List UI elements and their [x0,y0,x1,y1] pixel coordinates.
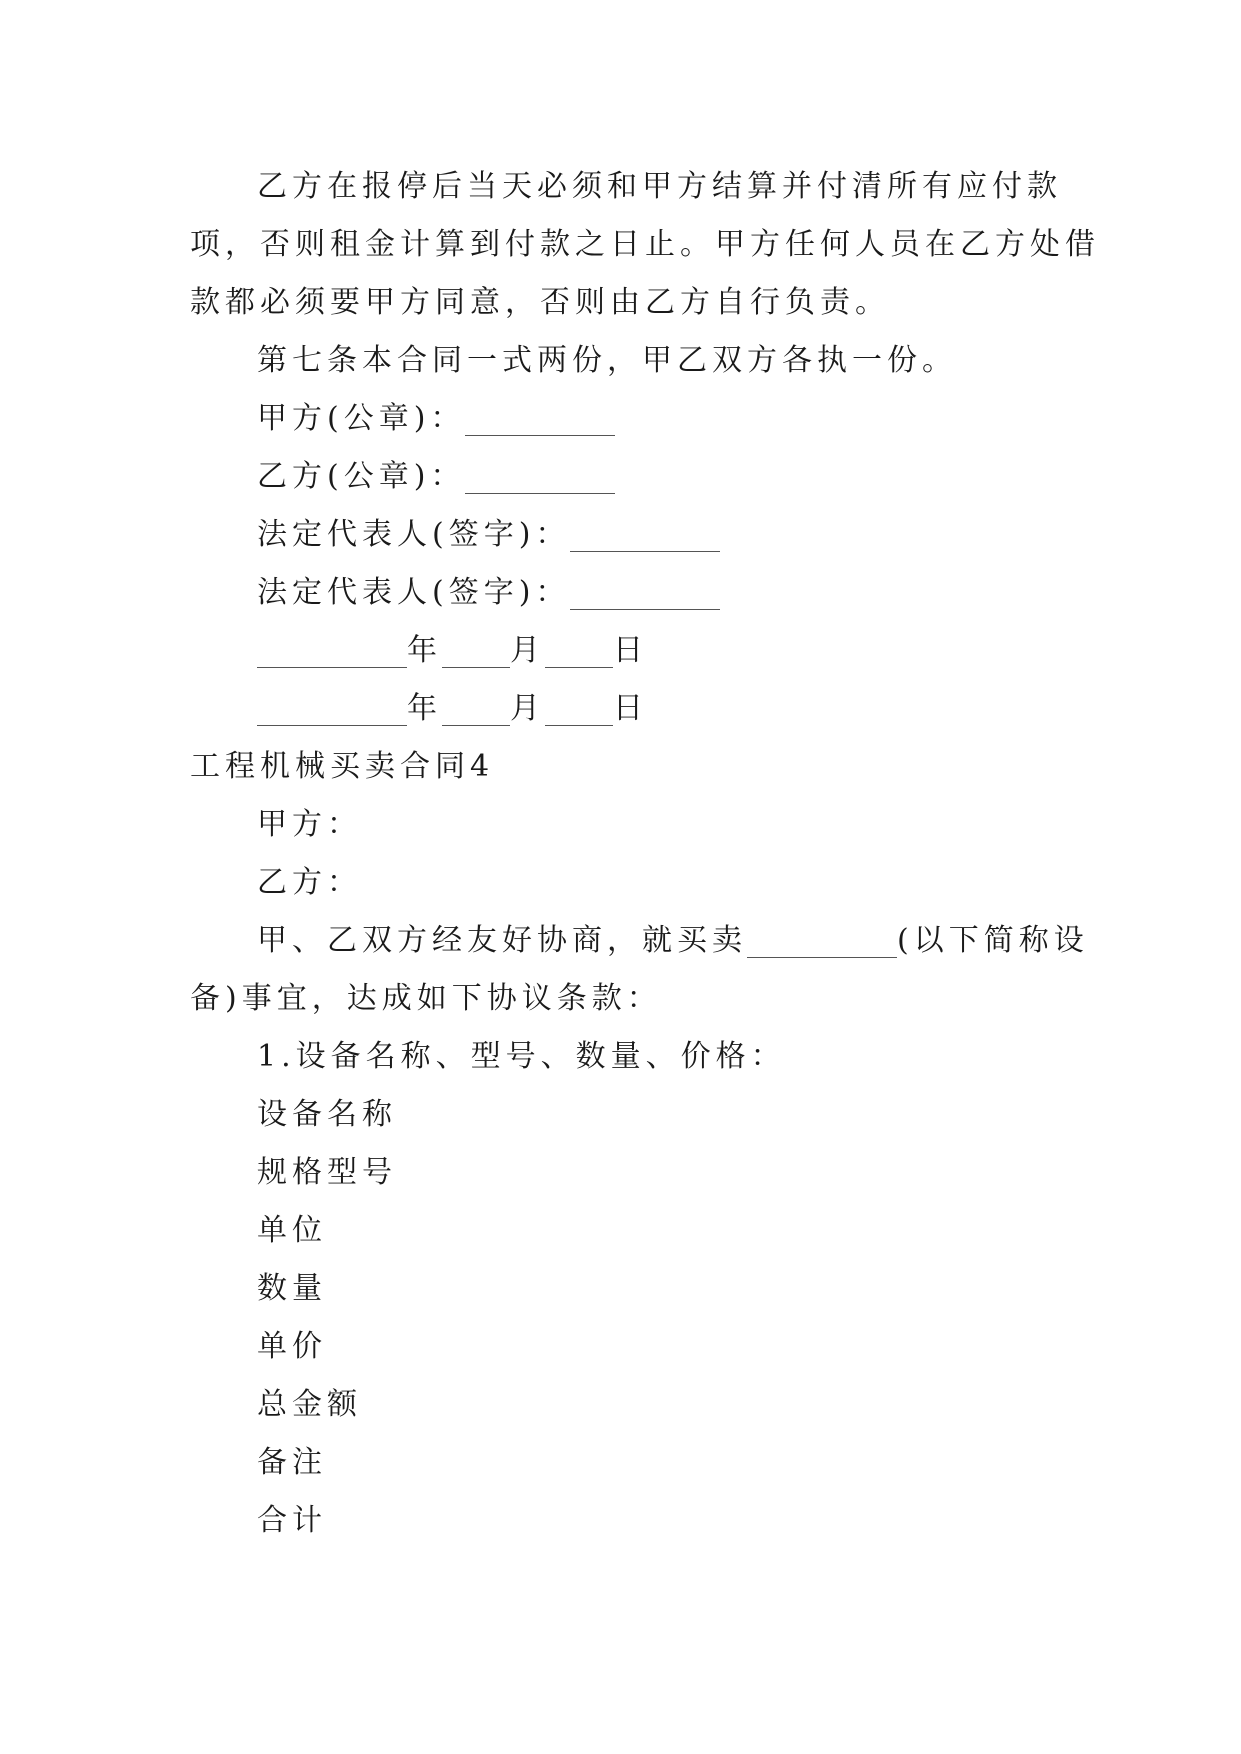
party-b-seal-line [190,448,1050,506]
rep-a-label: 法定代表人(签字)： [257,517,571,552]
month-blank [442,633,510,668]
field-model: 规格型号 [257,1155,397,1190]
year-label: 年 [407,691,442,726]
clause-1: 1.设备名称、型号、数量、价格： [257,1039,786,1074]
year-label: 年 [407,633,442,668]
year-blank [257,633,407,668]
field-unit: 单位 [257,1213,327,1248]
field-quantity: 数量 [257,1271,327,1306]
date-line-1 [190,622,1050,680]
rep-a-line [190,506,1050,564]
paragraph-payment-line-1: 乙方在报停后当天必须和甲方结算并付清所有应付款 [257,169,1062,204]
field-remarks: 备注 [257,1445,327,1480]
equipment-blank [747,923,897,958]
day-blank [545,633,613,668]
contract-4-intro-line-2: 备)事宜，达成如下协议条款： [190,981,662,1016]
party-b-seal-label: 乙方(公章)： [257,459,466,494]
party-b-seal-blank [465,459,615,494]
day-blank [545,691,613,726]
month-label: 月 [510,633,545,668]
contract-4-party-b: 乙方： [257,865,362,900]
paragraph-payment-line-3: 款都必须要甲方同意，否则由乙方自行负责。 [190,285,890,320]
document-page [190,158,1100,1550]
paragraph-payment-line-2: 项，否则租金计算到付款之日止。甲方任何人员在乙方处借 [190,227,1100,262]
field-unit-price: 单价 [257,1329,327,1364]
intro-text-b: (以下简称设 [897,923,1089,958]
field-equipment-name: 设备名称 [257,1097,397,1132]
party-a-seal-label: 甲方(公章)： [257,401,466,436]
rep-b-label: 法定代表人(签字)： [257,575,571,610]
article-7: 第七条本合同一式两份，甲乙双方各执一份。 [257,343,957,378]
rep-b-line [190,564,1050,622]
year-blank [257,691,407,726]
rep-b-blank [570,575,720,610]
rep-a-blank [570,517,720,552]
field-total: 合计 [257,1503,327,1538]
contract-4-title: 工程机械买卖合同4 [190,749,495,784]
party-a-seal-line [190,390,1050,448]
party-a-seal-blank [465,401,615,436]
field-total-amount: 总金额 [257,1387,362,1422]
contract-4-intro-line-1 [190,912,1089,970]
day-label: 日 [613,691,648,726]
intro-text-a: 甲、乙双方经友好协商，就买卖 [257,923,747,958]
contract-4-party-a: 甲方： [257,807,362,842]
day-label: 日 [613,633,648,668]
month-blank [442,691,510,726]
month-label: 月 [510,691,545,726]
date-line-2 [190,680,1050,738]
